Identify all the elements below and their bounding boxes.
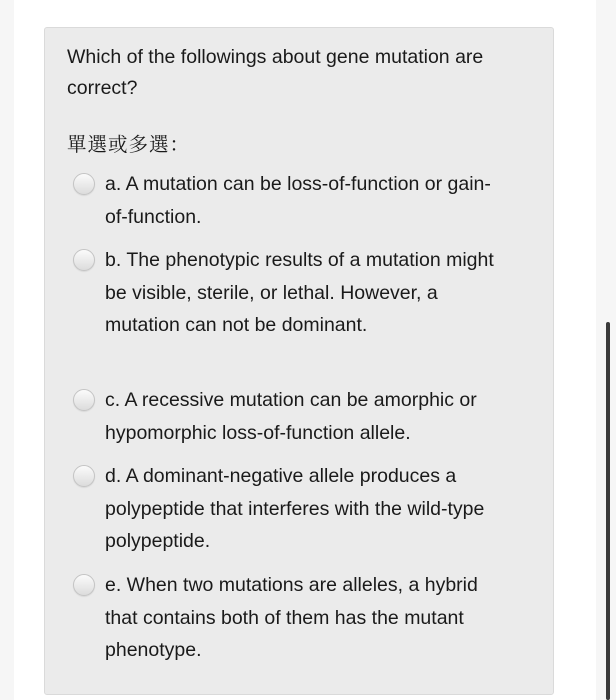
option-c-label[interactable]: c. A recessive mutation can be amorphic or hypomorphic loss-of-function allele. <box>105 389 477 444</box>
radio-button-a[interactable] <box>73 173 95 195</box>
option-e-label[interactable]: e. When two mutations are alleles, a hybrid that contains both of them has the mutant phenotype. <box>105 574 478 661</box>
radio-button-b[interactable] <box>73 249 95 271</box>
radio-button-d[interactable] <box>73 465 95 487</box>
question-text: Which of the followings about gene mutation are correct? <box>67 46 484 99</box>
option-a-label[interactable]: a. A mutation can be loss-of-function or gain-of-function. <box>105 173 491 228</box>
radio-button-c[interactable] <box>73 389 95 411</box>
question-card <box>44 27 554 695</box>
option-b-label[interactable]: b. The phenotypic results of a mutation might be visible, sterile, or lethal. However, a mutation can not be dominant. <box>105 249 494 336</box>
radio-button-e[interactable] <box>73 574 95 596</box>
scrollbar-thumb[interactable] <box>606 322 610 700</box>
answer-type-prompt: 單選或多選： <box>67 134 191 156</box>
option-d-label[interactable]: d. A dominant-negative allele produces a polypeptide that interferes with the wild-type polypeptide. <box>105 465 485 552</box>
